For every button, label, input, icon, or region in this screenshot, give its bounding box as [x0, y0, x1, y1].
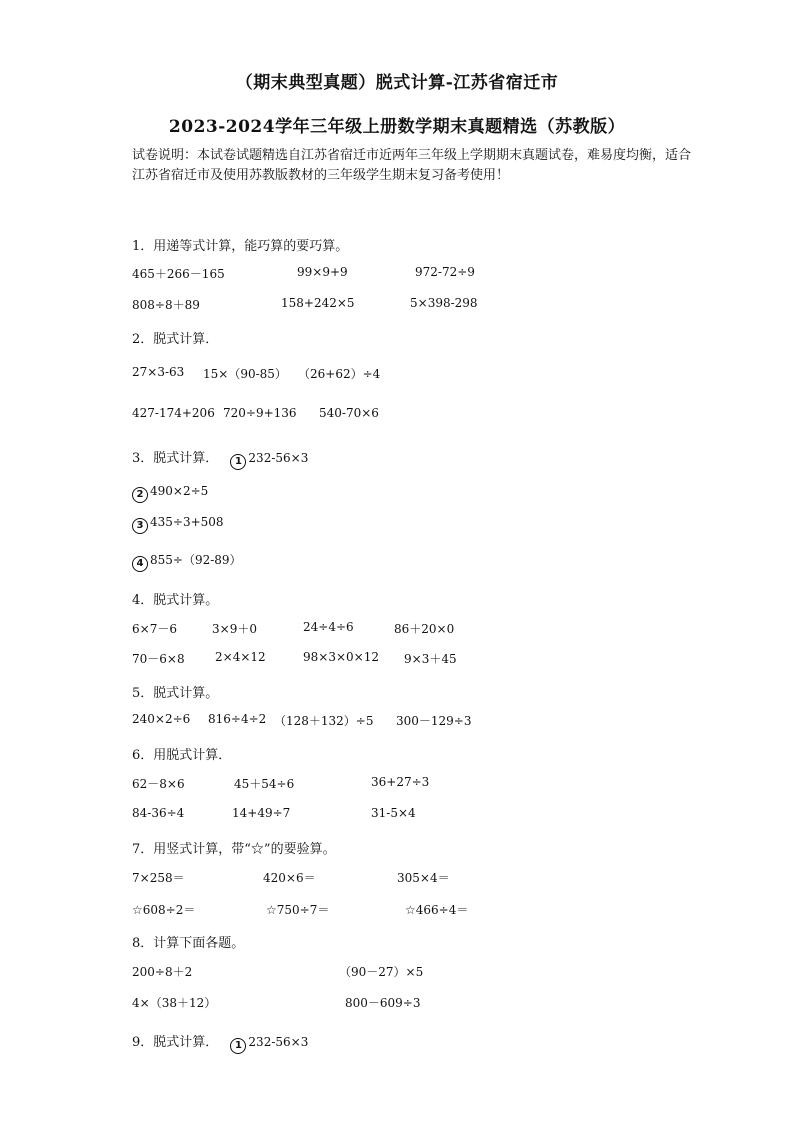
question-2-row-1 [0, 365, 794, 383]
title-line-1: （期末典型真题）脱式计算-江苏省宿迁市 [235, 73, 559, 93]
expression: （26+62）÷4 [298, 367, 381, 381]
question-1-row-1 [0, 265, 794, 283]
expression: 305×4＝ [397, 871, 450, 885]
question-3-heading [132, 447, 308, 470]
question-9-label: 9．脱式计算． [132, 1035, 219, 1050]
question-4-heading: 4．脱式计算。 [132, 593, 219, 608]
expression: 84-36÷4 [132, 806, 185, 820]
question-8-row-2 [0, 994, 794, 1012]
circled-number-icon: 3 [132, 518, 148, 534]
expression: 6×7－6 [132, 622, 177, 636]
expression: 232-56×3 [248, 1035, 309, 1049]
expression: 3×9＋0 [212, 622, 257, 636]
expression: 31-5×4 [371, 806, 416, 820]
question-6-row-2 [0, 806, 794, 824]
expression: 27×3-63 [132, 365, 185, 379]
question-3-item-2 [132, 484, 208, 503]
expression: 14+49÷7 [232, 806, 291, 820]
question-5-heading: 5．脱式计算。 [132, 686, 219, 701]
expression: ☆466÷4＝ [405, 903, 469, 917]
question-3-item-3 [132, 515, 224, 534]
expression: ☆750÷7＝ [266, 903, 330, 917]
expression: 36+27÷3 [371, 775, 430, 789]
expression: 70－6×8 [132, 652, 185, 666]
circled-number-icon: 2 [132, 487, 148, 503]
expression: 427-174+206 [132, 406, 215, 420]
question-7-row-1 [0, 869, 794, 887]
expression: 855÷（92-89） [150, 553, 242, 567]
expression: 86＋20×0 [394, 622, 455, 636]
question-9-item-1 [230, 1035, 308, 1049]
question-7-heading: 7．用竖式计算，带“☆”的要验算。 [132, 842, 336, 857]
expression: 300－129÷3 [396, 714, 472, 728]
question-4-row-1 [0, 620, 794, 638]
expression: 5×398-298 [410, 296, 478, 310]
question-3-item-4 [132, 551, 242, 572]
question-1-heading: 1．用递等式计算，能巧算的要巧算。 [132, 239, 349, 254]
title-line-2: 2023-2024学年三年级上册数学期末真题精选（苏教版） [168, 117, 626, 137]
expression: ☆608÷2＝ [132, 903, 196, 917]
question-4-row-2 [0, 650, 794, 668]
expression: 4×（38＋12） [132, 996, 217, 1010]
exam-description: 试卷说明：本试卷试题精选自江苏省宿迁市近两年三年级上学期期末真题试卷，难易度均衡，适合江苏省宿迁市及使用苏教版教材的三年级学生期末复习备考使用！ [132, 148, 692, 183]
circled-number-icon: 4 [132, 556, 148, 572]
expression: 720÷9+136 [223, 406, 297, 420]
expression: 808÷8＋89 [132, 298, 200, 312]
expression: 15×（90-85） [203, 367, 287, 381]
expression: 240×2÷6 [132, 712, 191, 726]
expression: 465＋266－165 [132, 267, 225, 281]
question-2-heading: 2．脱式计算． [132, 332, 219, 347]
question-9-heading [132, 1031, 308, 1054]
question-5-row-1 [0, 712, 794, 730]
question-3-label: 3．脱式计算． [132, 451, 219, 466]
expression: 45＋54÷6 [234, 777, 295, 791]
expression: 972-72÷9 [415, 265, 475, 279]
expression: 158+242×5 [281, 296, 355, 310]
expression: 800－609÷3 [345, 996, 421, 1010]
expression: 24÷4÷6 [303, 620, 354, 634]
expression: 99×9+9 [297, 265, 348, 279]
question-6-heading: 6．用脱式计算． [132, 748, 232, 763]
expression: 2×4×12 [215, 650, 266, 664]
question-8-row-1 [0, 963, 794, 981]
question-6-row-1 [0, 775, 794, 793]
question-3-item-1 [230, 451, 308, 465]
expression: 420×6＝ [263, 871, 316, 885]
expression: 9×3＋45 [404, 652, 457, 666]
expression: 62－8×6 [132, 777, 185, 791]
expression: 98×3×0×12 [303, 650, 379, 664]
question-8-heading: 8．计算下面各题。 [132, 936, 245, 951]
expression: 435÷3+508 [150, 515, 224, 529]
expression: （128＋132）÷5 [274, 714, 374, 728]
expression: 232-56×3 [248, 451, 309, 465]
circled-number-icon: 1 [230, 1038, 246, 1054]
question-7-row-2 [0, 901, 794, 919]
expression: 816÷4÷2 [208, 712, 267, 726]
expression: （90－27）×5 [339, 965, 424, 979]
expression: 7×258＝ [132, 871, 185, 885]
question-1-row-2 [0, 296, 794, 314]
expression: 540-70×6 [319, 406, 379, 420]
expression: 200÷8＋2 [132, 965, 193, 979]
circled-number-icon: 1 [230, 454, 246, 470]
expression: 490×2÷5 [150, 484, 209, 498]
question-2-row-2 [0, 406, 794, 424]
